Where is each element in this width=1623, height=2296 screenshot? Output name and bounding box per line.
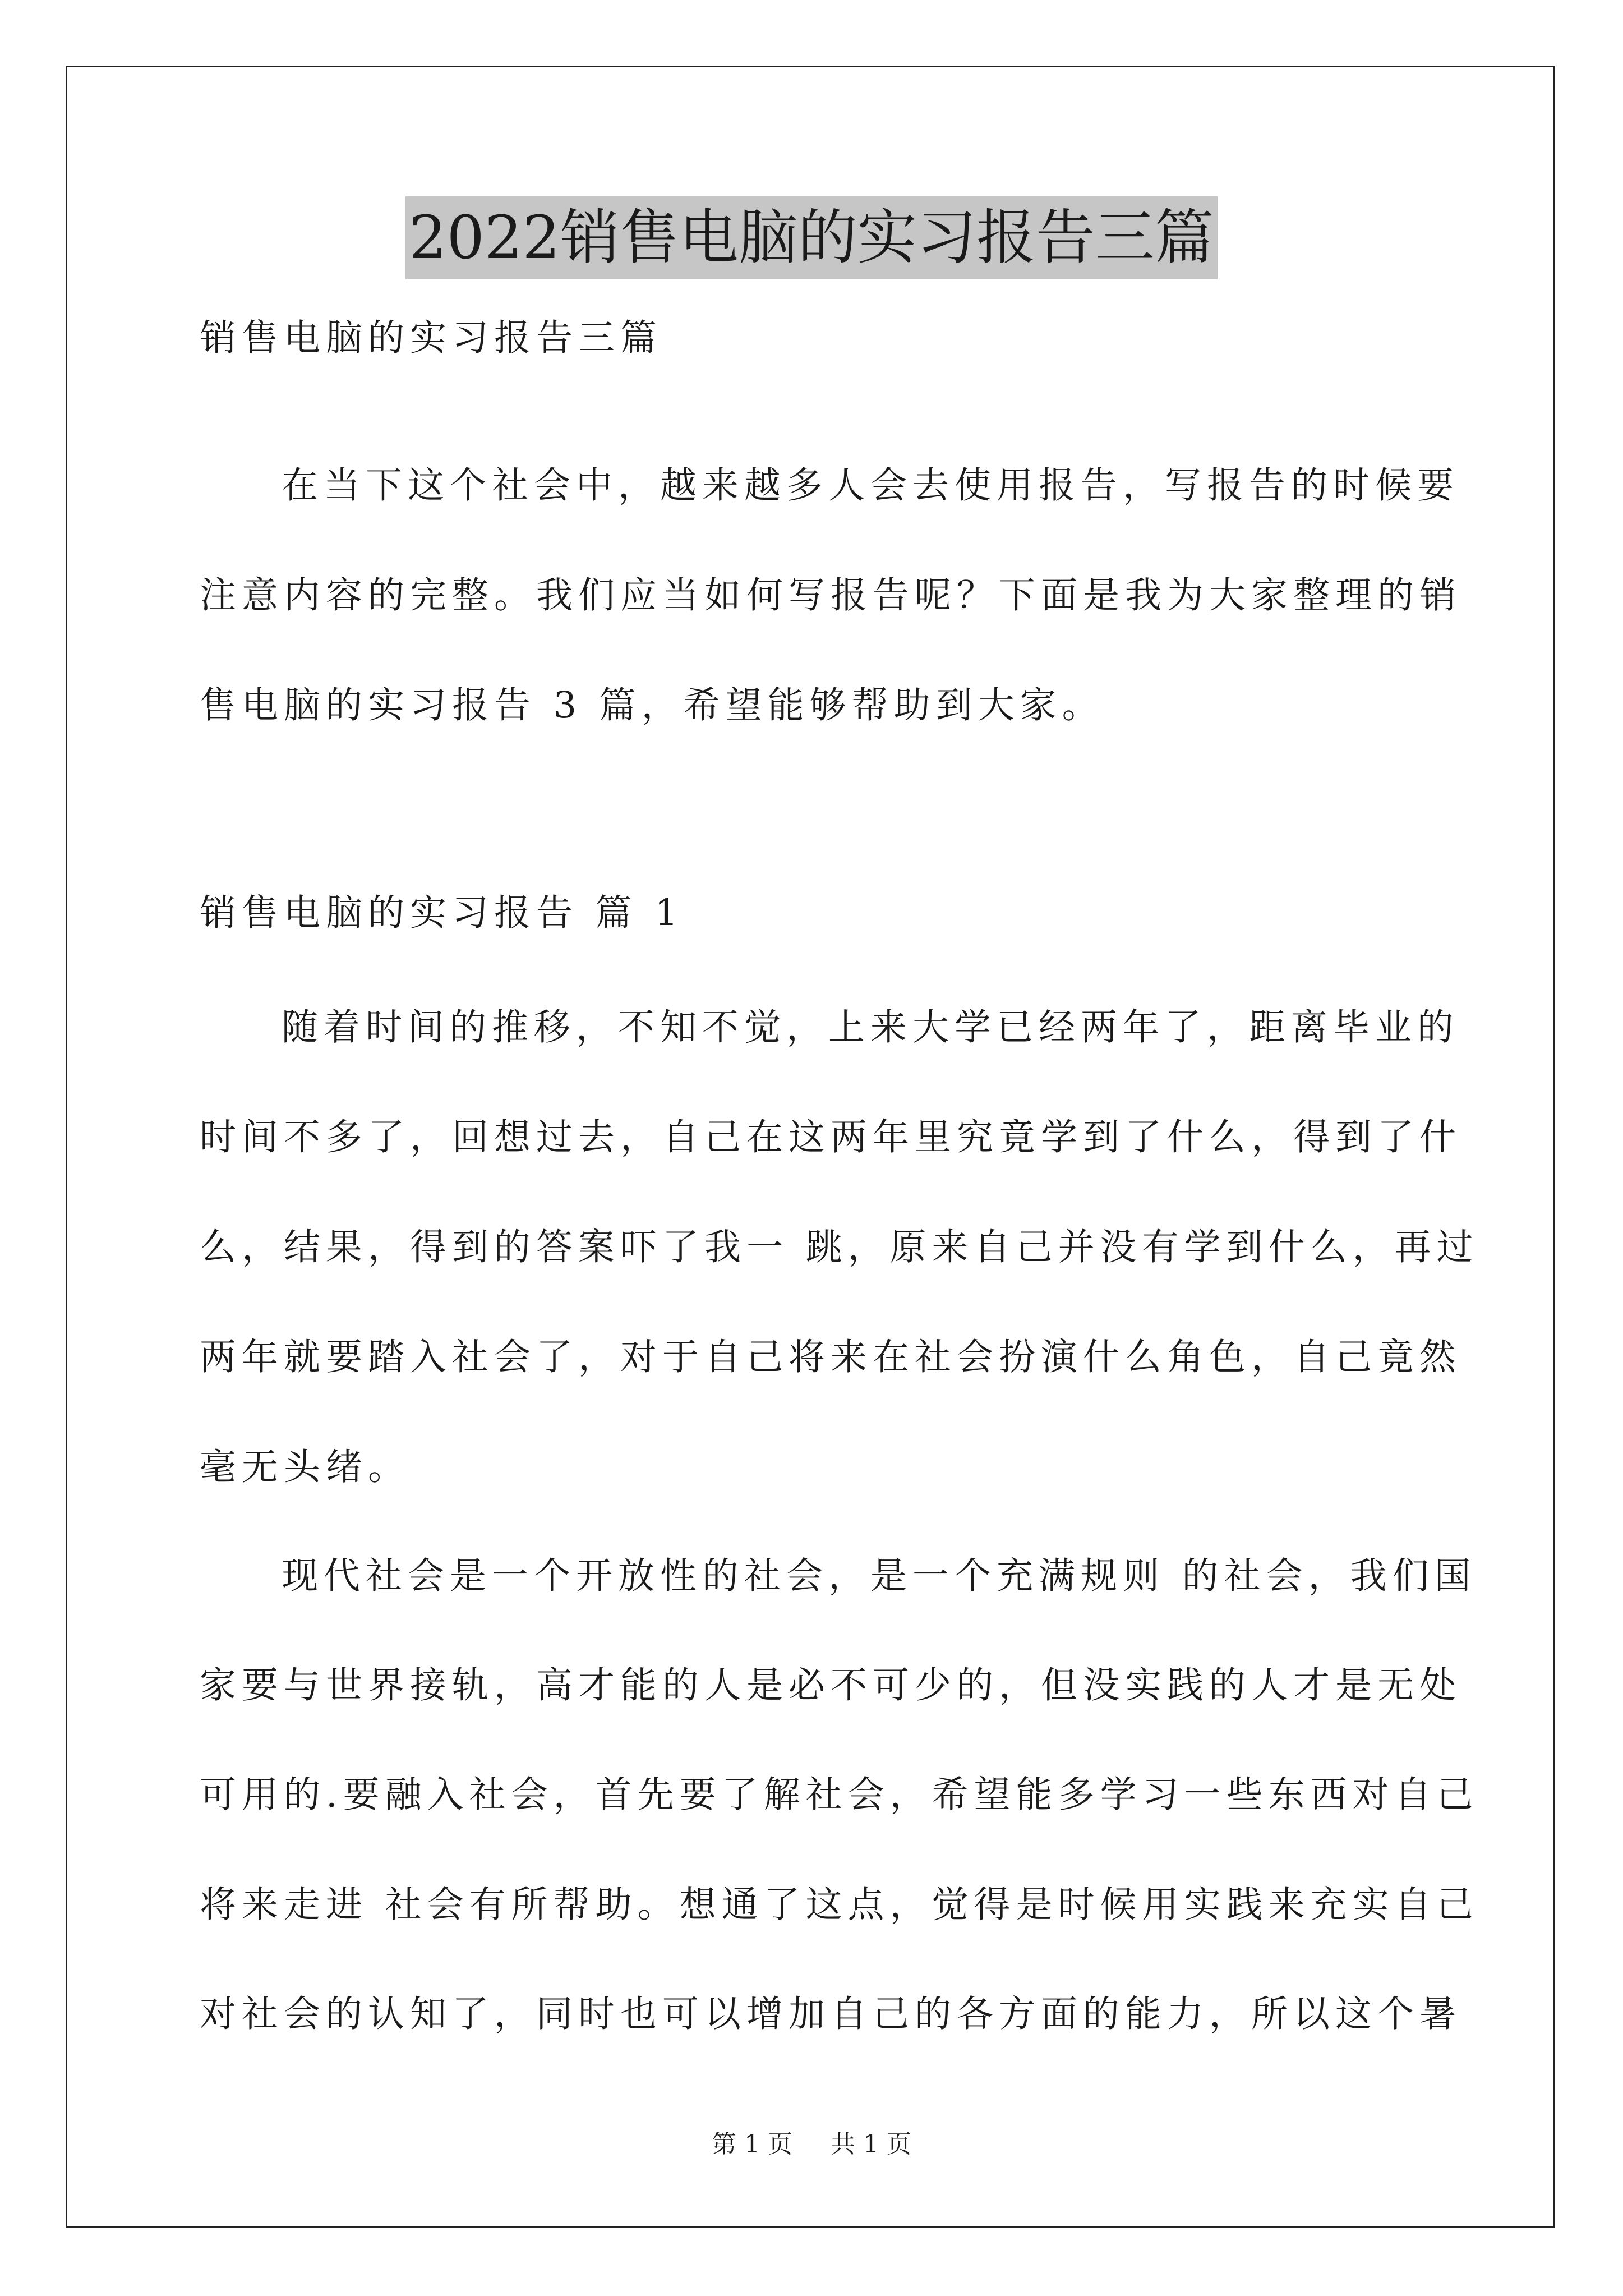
page-number: 第 1 页 <box>712 2130 792 2159</box>
paragraph-line: 可用的.要融入社会，首先要了解社会，希望能多学习一些东西对自己 <box>200 1774 1479 1816</box>
document-subtitle: 销售电脑的实习报告三篇 <box>200 317 663 359</box>
paragraph-line: 随着时间的推移，不知不觉，上来大学已经两年了，距离毕业的 <box>282 1006 1460 1048</box>
paragraph-line: 时间不多了，回想过去，自己在这两年里究竟学到了什么，得到了什 <box>200 1116 1462 1158</box>
paragraph-line: 现代社会是一个开放性的社会，是一个充满规则 的社会，我们国 <box>282 1555 1477 1597</box>
page-total: 共 1 页 <box>831 2130 911 2159</box>
paragraph-line: 对社会的认知了，同时也可以增加自己的各方面的能力，所以这个暑 <box>200 1993 1462 2035</box>
intro-line: 售电脑的实习报告 3 篇，希望能够帮助到大家。 <box>200 684 1104 726</box>
intro-line: 注意内容的完整。我们应当如何写报告呢？下面是我为大家整理的销 <box>200 574 1462 616</box>
paragraph-line: 么，结果，得到的答案吓了我一 跳，原来自己并没有学到什么，再过 <box>200 1226 1479 1268</box>
document-title: 2022销售电脑的实习报告三篇 <box>405 196 1218 279</box>
paragraph-line: 毫无头绪。 <box>200 1446 411 1488</box>
paragraph-line: 将来走进 社会有所帮助。想通了这点，觉得是时候用实践来充实自己 <box>200 1884 1479 1926</box>
title-container <box>0 196 1623 279</box>
intro-line: 在当下这个社会中，越来越多人会去使用报告，写报告的时候要 <box>282 464 1460 507</box>
section-heading: 销售电脑的实习报告 篇 1 <box>200 892 684 934</box>
paragraph-line: 两年就要踏入社会了，对于自己将来在社会扮演什么角色，自己竟然 <box>200 1336 1462 1378</box>
page-footer <box>0 2128 1623 2161</box>
paragraph-line: 家要与世界接轨，高才能的人是必不可少的，但没实践的人才是无处 <box>200 1664 1462 1706</box>
